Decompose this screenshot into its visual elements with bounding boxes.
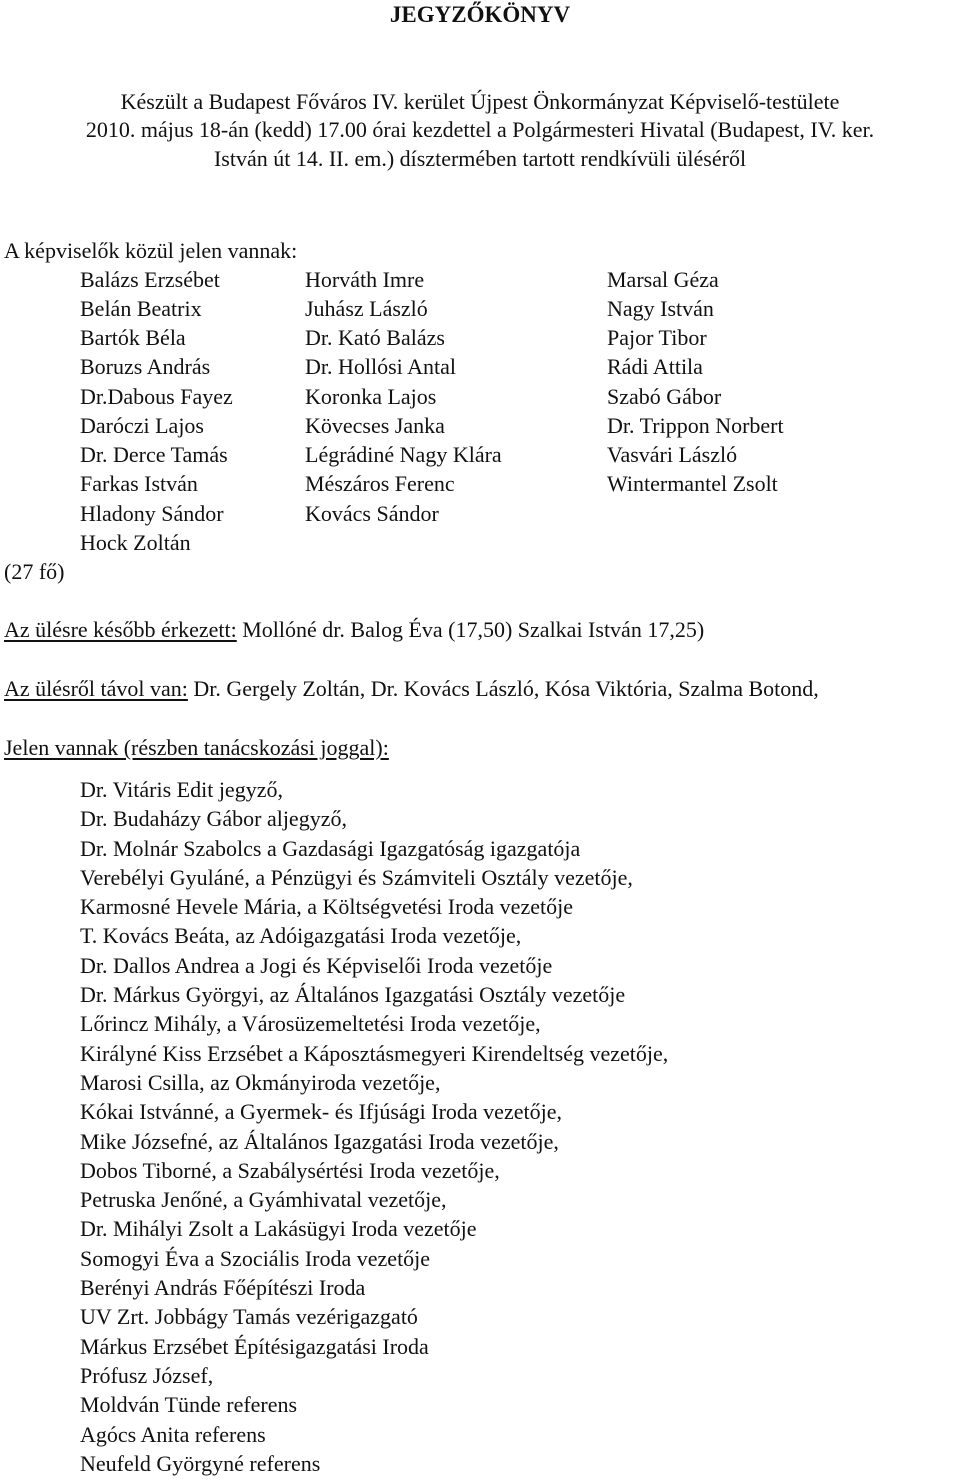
present-name: Boruzs András — [80, 354, 211, 379]
late-arrivals-text: Mollóné dr. Balog Éva (17,50) Szalkai István 17,25) — [236, 617, 705, 642]
intro-line-3: István út 14. II. em.) dísztermében tartott rendkívüli üléséről — [213, 146, 747, 171]
list-item: T. Kovács Beáta, az Adóigazgatási Iroda vezetője, — [80, 923, 522, 949]
list-item: Lőrincz Mihály, a Városüzemeltetési Iroda vezetője, — [80, 1011, 541, 1037]
present-name: Bartók Béla — [80, 325, 186, 350]
present-name: Daróczi Lajos — [80, 413, 204, 438]
advisory-list — [80, 778, 668, 1481]
late-arrivals — [4, 618, 704, 642]
list-item: Dr. Budaházy Gábor aljegyző, — [80, 806, 347, 832]
present-name: Vasvári László — [607, 442, 738, 467]
present-heading: A képviselők közül jelen vannak: — [4, 238, 298, 263]
list-item: Kókai Istvánné, a Gyermek- és Ifjúsági Iroda vezetője, — [80, 1099, 562, 1125]
list-item: Karmosné Hevele Mária, a Költségvetési Iroda vezetője — [80, 894, 573, 920]
list-item: Dobos Tiborné, a Szabálysértési Iroda vezetője, — [80, 1157, 500, 1183]
present-name: Kövecses Janka — [305, 413, 445, 438]
present-name: Juhász László — [305, 296, 428, 321]
present-name: Marsal Géza — [607, 267, 719, 292]
list-item: Somogyi Éva a Szociális Iroda vezetője — [80, 1245, 431, 1271]
present-name: Wintermantel Zsolt — [607, 471, 778, 496]
present-name: Dr.Dabous Fayez — [80, 384, 233, 409]
list-item: Verebélyi Gyuláné, a Pénzügyi és Számviteli Osztály vezetője, — [80, 864, 633, 890]
list-item: Dr. Dallos Andrea a Jogi és Képviselői Iroda vezetője — [80, 952, 553, 978]
list-item: Prófusz József, — [80, 1362, 214, 1388]
present-name: Mészáros Ferenc — [305, 471, 455, 496]
present-name: Belán Beatrix — [80, 296, 202, 321]
present-name: Dr. Derce Tamás — [80, 442, 228, 467]
present-name: Dr. Hollósi Antal — [305, 354, 456, 379]
list-item: Moldván Tünde referens — [80, 1392, 298, 1418]
present-name: Farkas István — [80, 471, 198, 496]
absentees-text: Dr. Gergely Zoltán, Dr. Kovács László, Kósa Viktória, Szalma Botond, — [187, 676, 819, 701]
present-name: Szabó Gábor — [607, 384, 722, 409]
list-item: Királyné Kiss Erzsébet a Káposztásmegyeri Kirendeltség vezetője, — [80, 1040, 669, 1066]
document-title: JEGYZŐKÖNYV — [389, 2, 571, 27]
list-item: Neufeld Györgyné referens — [80, 1450, 321, 1476]
present-name: Balázs Erzsébet — [80, 267, 220, 292]
intro-line-1: Készült a Budapest Főváros IV. kerület Újpest Önkormányzat Képviselő-testülete — [120, 89, 840, 114]
present-name: Hock Zoltán — [80, 530, 191, 555]
advisory-heading: Jelen vannak (részben tanácskozási joggal): — [4, 735, 389, 760]
list-item: Mike Józsefné, az Általános Igazgatási Iroda vezetője, — [80, 1128, 559, 1154]
list-item: Dr. Vitáris Edit jegyző, — [80, 777, 283, 802]
present-name: Dr. Trippon Norbert — [607, 413, 784, 438]
intro-line-2: 2010. május 18-án (kedd) 17.00 órai kezdettel a Polgármesteri Hivatal (Budapest, IV. ker. — [85, 117, 875, 142]
late-arrivals-label: Az ülésre később érkezett: — [4, 617, 237, 642]
list-item: Agócs Anita referens — [80, 1421, 266, 1447]
list-item: Marosi Csilla, az Okmányiroda vezetője, — [80, 1069, 441, 1095]
list-item: Petruska Jenőné, a Gyámhivatal vezetője, — [80, 1187, 447, 1213]
present-name: Dr. Kató Balázs — [305, 325, 445, 350]
list-item: Berényi András Főépítészi Iroda — [80, 1275, 366, 1301]
present-name: Koronka Lajos — [305, 384, 437, 409]
absentees — [4, 677, 819, 701]
list-item: UV Zrt. Jobbágy Tamás vezérigazgató — [80, 1304, 418, 1330]
present-name: Nagy István — [607, 296, 714, 321]
absentees-label: Az ülésről távol van: — [4, 676, 188, 701]
present-name: Kovács Sándor — [305, 501, 439, 526]
list-item: Márkus Erzsébet Építésigazgatási Iroda — [80, 1333, 429, 1359]
present-name: Rádi Attila — [607, 354, 703, 379]
list-item: Dr. Molnár Szabolcs a Gazdasági Igazgatóság igazgatója — [80, 835, 581, 861]
list-item: Dr. Mihályi Zsolt a Lakásügyi Iroda vezetője — [80, 1216, 477, 1242]
list-item: Dr. Márkus Györgyi, az Általános Igazgatási Osztály vezetője — [80, 982, 626, 1008]
present-name: Pajor Tibor — [607, 325, 707, 350]
present-name: Légrádiné Nagy Klára — [305, 442, 502, 467]
member-count: (27 fő) — [4, 559, 65, 584]
present-name: Horváth Imre — [305, 267, 425, 292]
present-name: Hladony Sándor — [80, 501, 224, 526]
